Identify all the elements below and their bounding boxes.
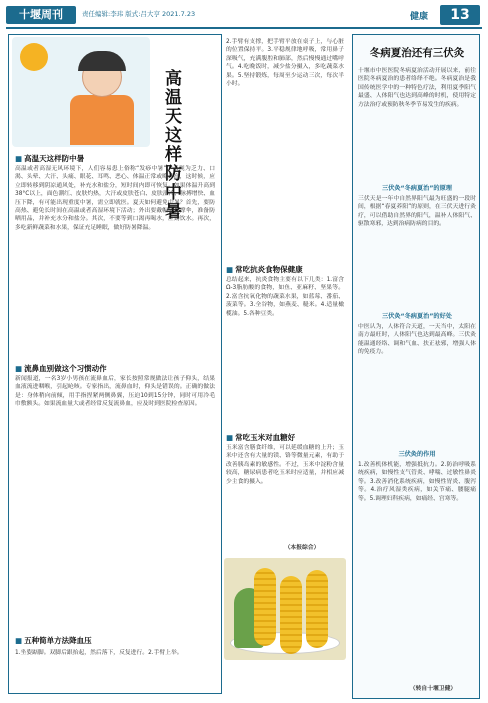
- section-name: 健康: [410, 12, 429, 22]
- article-intro: 十堰市中医医院冬病夏治活动开展以来，前往医院冬病夏治的患者络绎不绝。冬病夏治是我国传统医学中的一种特色疗法，利用夏季阳气最盛、人体阳气也达到高峰的时机，使用特定方法治疗或预防秋冬季节易发生的疾病。: [358, 68, 476, 108]
- subheading: 三伏灸“冬病夏治”的好处: [381, 313, 452, 320]
- section-body: 玉米富含膳食纤维，可以延缓血糖的上升；玉米中还含有大量的镁、铬等微量元素，有助于改善胰岛素的敏感性。不过，玉米中淀粉含量较高，糖尿病患者吃玉米时应适量，并相应减少主食的摄入。: [226, 445, 344, 485]
- section-body: 高温或者高湿无风环境下，人们容易患上俗称“发痧中暑”，表现为乏力、口渴、头晕、大汗、头痛、眼花、耳鸣、恶心、体温正常或略升高，这时候，应立即转移到阴凉通风处，补充水和盐分，短时间内即可恢复。如果体温升高到38°C以上，面色潮红、皮肤灼热，大汗或皮肤苍白、皮肤湿冷、脉搏增快、血压下降，有可能出现重度中暑，需立即就医。夏天如何避免中暑？首先，要防高热、避免长时间在高温或者高湿环境下活动；外出要戴帽子、撑伞，准备防晒用品，并补充水分和盐分。其次，不要等到口渴再喝水，应勤饮水。再次，多吃新鲜蔬菜和水果，保证充足睡眠，做好防暑降温。: [15, 166, 215, 231]
- continued-note: （转自十堰卫健）: [409, 686, 457, 692]
- subsection-body: 三伏天是一年中自然界阳气最为旺盛的一段时间，根据“春夏养阳”的原则，在三伏天进行灸疗，可以借助自然界的阳气，温补人体阳气、驱散寒邪，达到治病防病的目的。: [358, 196, 476, 228]
- article-source: （本报综合）: [284, 545, 320, 551]
- right-article: [352, 34, 480, 699]
- article-body: 2.手臂有支撑，把手臂平放在桌子上，与心脏的位置保持平。3.平稳规律地呼吸，常用鼻子深吸气，充满腹腔和肺部，然后慢慢通过嘴呼气。4.吃晚饭时，减少盐分摄入，多吃蔬菜水果。5.坚持锻炼，每周至少运动三次，每次半小时。: [226, 39, 344, 88]
- subsection-body: 1.改善机体机能，增强抵抗力。2.防治呼吸系统疾病，如慢性支气管炎、哮喘、过敏性鼻炎等。3.改善消化系统疾病，如慢性胃炎、腹泻等。4.治疗风湿类疾病，如关节痛、腰腿痛等。5.调理妇科疾病，如痛经、宫寒等。: [358, 462, 476, 502]
- section-heading: ■ 常吃抗炎食物保健康: [226, 264, 303, 275]
- section-heading: ■ 高温天这样防中暑: [15, 153, 84, 164]
- corn-cob: [254, 568, 276, 646]
- corn-photo: [224, 558, 346, 660]
- page-number: 13: [440, 5, 480, 25]
- corn-cob: [306, 570, 328, 648]
- section-heading: ■ 流鼻血别做这个习惯动作: [15, 363, 107, 374]
- section-body: 1.坐姿踮脚。双脚后跟抬起，然后落下，反复进行。2.手臂上举。: [15, 650, 183, 656]
- hero-illustration: [12, 37, 150, 147]
- section-body: 新闻报道，一名3岁小男孩在流鼻血后，家长按照常规做法让孩子仰头，结果血液流进咽喉，引起呛咳。专家指出，流鼻血时，仰头是错误的。正确的做法是：身体稍向前倾，用手指捏紧两侧鼻翼，压迫10到15分钟，同时可用冷毛巾敷额头。如果流血量大或者经常反复流鼻血，应及时到医院检查原因。: [15, 376, 215, 408]
- sun-icon: [20, 43, 48, 71]
- article-title: 高温天这样防中暑: [161, 69, 181, 221]
- subheading: 三伏灸的作用: [398, 451, 436, 458]
- section-body: 总结起来，抗炎食物主要有以下几类：1.富含Ω-3脂肪酸的食物，如鱼、亚麻籽、坚果等。2.富含抗氧化物的蔬菜水果，如蓝莓、番茄、菠菜等。3.全谷物，如燕麦、糙米。4.适量橄榄油。5.各种豆类。: [226, 277, 344, 317]
- subheading: 三伏灸“冬病夏治”的原理: [381, 185, 452, 192]
- hair-shape: [78, 51, 126, 71]
- header-divider: [6, 27, 482, 29]
- subsection-body: 中医认为，人体符合天道，一天当中，太阳在南方最旺时，人体阳气也达到最高峰。三伏灸能温通经络、调和气血、扶正祛邪，增强人体的免疫力。: [358, 324, 476, 356]
- newspaper-brand: 十堰周刊: [6, 6, 76, 24]
- page-meta: 责任编辑:李玮 版式:吕大亨 2021.7.23: [82, 10, 196, 18]
- page-header: [0, 0, 488, 30]
- section-heading: ■ 常吃玉米对血糖好: [226, 432, 295, 443]
- section-heading: ■ 五种简单方法降血压: [15, 635, 92, 646]
- person-figure: [70, 95, 134, 145]
- corn-cob: [280, 576, 302, 654]
- left-article: [8, 34, 222, 694]
- article-title: 冬病夏治还有三伏灸: [369, 47, 465, 59]
